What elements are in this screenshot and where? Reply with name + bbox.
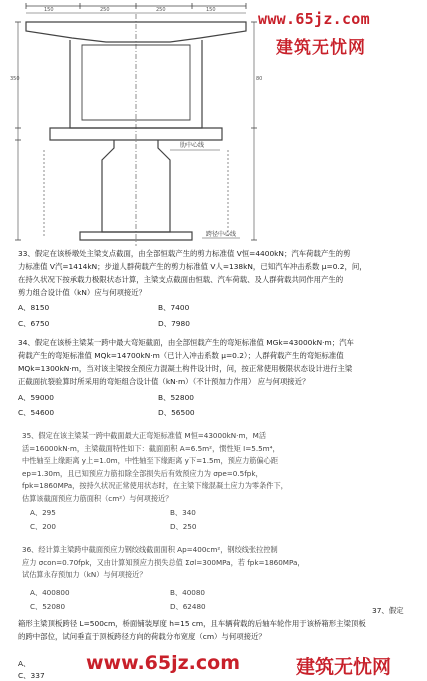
q37-line: 的跨中部位，试问垂直于顶板跨径方向的荷载分布宽度（cm）与何项接近？	[18, 632, 266, 641]
watermark-name-top: 建筑无忧网	[276, 38, 366, 58]
q34-line: 34、假定在该桥主梁某一跨中最大弯矩截面，由全部恒载产生的弯矩标准值 MGk=43000kN·m；汽车	[18, 338, 354, 347]
q35-line: ep=1.30m，且已知预应力筋扣除全部损失后有效预应力为 σpe=0.5fpk，	[22, 468, 263, 478]
q37-line: 箱形主梁顶板跨径 L=500cm，桥面铺装厚度 h=15 cm，且车辆荷载的后轴车轮作用于该桥箱形主梁顶板	[18, 619, 366, 628]
svg-text:350: 350	[10, 76, 20, 82]
q35-line: 中性轴至上缘距离 y上=1.0m，中性轴至下缘距离 y下=1.5m，预应力筋偏心距	[22, 456, 279, 465]
q36-option-b: B、40080	[170, 588, 205, 597]
svg-text:250: 250	[156, 7, 166, 13]
q37-option-a: A、	[18, 659, 31, 668]
cross-section-figure	[10, 0, 265, 250]
watermark-url-bottom: www.65jz.com	[86, 652, 241, 674]
q35-line: 估算该截面预应力筋面积（cm²）与何项接近？	[22, 493, 173, 503]
q33-option-d: D、7980	[158, 319, 190, 328]
q33-line: 剪力组合设计值（kN）应与何项接近？	[18, 288, 147, 297]
q34-line: 正截面抗裂验算时所采用的弯矩组合设计值（kN·m）（不计预加力作用） 应与何项接近？	[18, 377, 310, 386]
question-37	[18, 617, 366, 643]
q36-line: 应力 σcon=0.70fpk，又由计算知预应力损失总值 Σσl=300MPa，若 fpk=1860MPa，	[22, 557, 305, 567]
label-rib-centerline: 肋中心线	[180, 142, 205, 149]
svg-text:80: 80	[256, 76, 263, 82]
q35-option-c: C、200	[30, 522, 56, 531]
q33-line: 33、假定在该桥墩处主梁支点截面，由全部恒载产生的剪力标准值 V恒=4400kN；汽车荷载产生的剪	[18, 249, 351, 258]
q33-line: 力标准值 V汽=1414kN；步道人群荷载产生的剪力标准值 V人=138kN，已知汽车冲击系数 μ=0.2，问，	[18, 262, 367, 271]
question-33	[18, 247, 367, 299]
q35-line: fpk=1860MPa，按持久状况正常使用状态时，在主梁下缘混凝土应力为零条件下，	[22, 481, 288, 490]
q37-option-c: C、337	[18, 671, 45, 680]
q33-line: 在持久状况下按承载力极限状态计算，主梁支点截面由恒载、汽车荷载、及人群荷载共同作用产生的	[18, 275, 344, 284]
q35-line: 35、假定在该主梁某一跨中截面最大正弯矩标准值 M恒=43000kN·m，M活	[22, 431, 267, 440]
q36-option-d: D、62480	[170, 602, 206, 611]
q36-line: 36、经计算主梁跨中截面预应力钢绞线截面面积 Ap=400cm²，钢绞线张拉控制	[22, 545, 278, 554]
q34-option-d: D、56500	[158, 408, 195, 417]
svg-text:150: 150	[44, 7, 54, 13]
watermark-url-top: www.65jz.com	[258, 10, 370, 28]
q34-option-a: A、59000	[18, 393, 54, 402]
question-34	[18, 336, 354, 388]
q35-option-a: A、295	[30, 508, 56, 517]
svg-text:250: 250	[100, 7, 110, 13]
q34-line: MQk=1300kN·m，当对该主梁按全预应力混凝土构件设计时，问，按正常使用极限状态设计进行主梁	[18, 364, 353, 373]
q34-line: 荷载产生的弯矩标准值 MQk=14700kN·m（已计入冲击系数 μ=0.2）；人群荷载产生的弯矩标准值	[18, 351, 344, 360]
q34-option-b: B、52800	[158, 393, 194, 402]
q37-heading: 37、假定	[372, 606, 404, 615]
q35-option-d: D、250	[170, 522, 197, 531]
q33-option-b: B、7400	[158, 303, 190, 312]
q36-option-a: A、400800	[30, 588, 70, 597]
q35-line: 活=16000kN·m，主梁截面特性如下：截面面积 A=6.5m²，惯性矩 I=5.5m⁴，	[22, 443, 280, 453]
question-36	[22, 544, 305, 582]
label-span-centerline: 跨径中心线	[206, 231, 237, 238]
q35-option-b: B、340	[170, 508, 196, 517]
question-35	[22, 430, 288, 505]
q36-option-c: C、52080	[30, 602, 66, 611]
q33-option-a: A、8150	[18, 303, 50, 312]
q34-option-c: C、54600	[18, 408, 55, 417]
q33-option-c: C、6750	[18, 319, 50, 328]
q36-line: 试估算永存预加力（kN）与何项接近？	[22, 570, 147, 579]
svg-text:150: 150	[206, 7, 216, 13]
watermark-name-bottom: 建筑无忧网	[296, 656, 392, 678]
